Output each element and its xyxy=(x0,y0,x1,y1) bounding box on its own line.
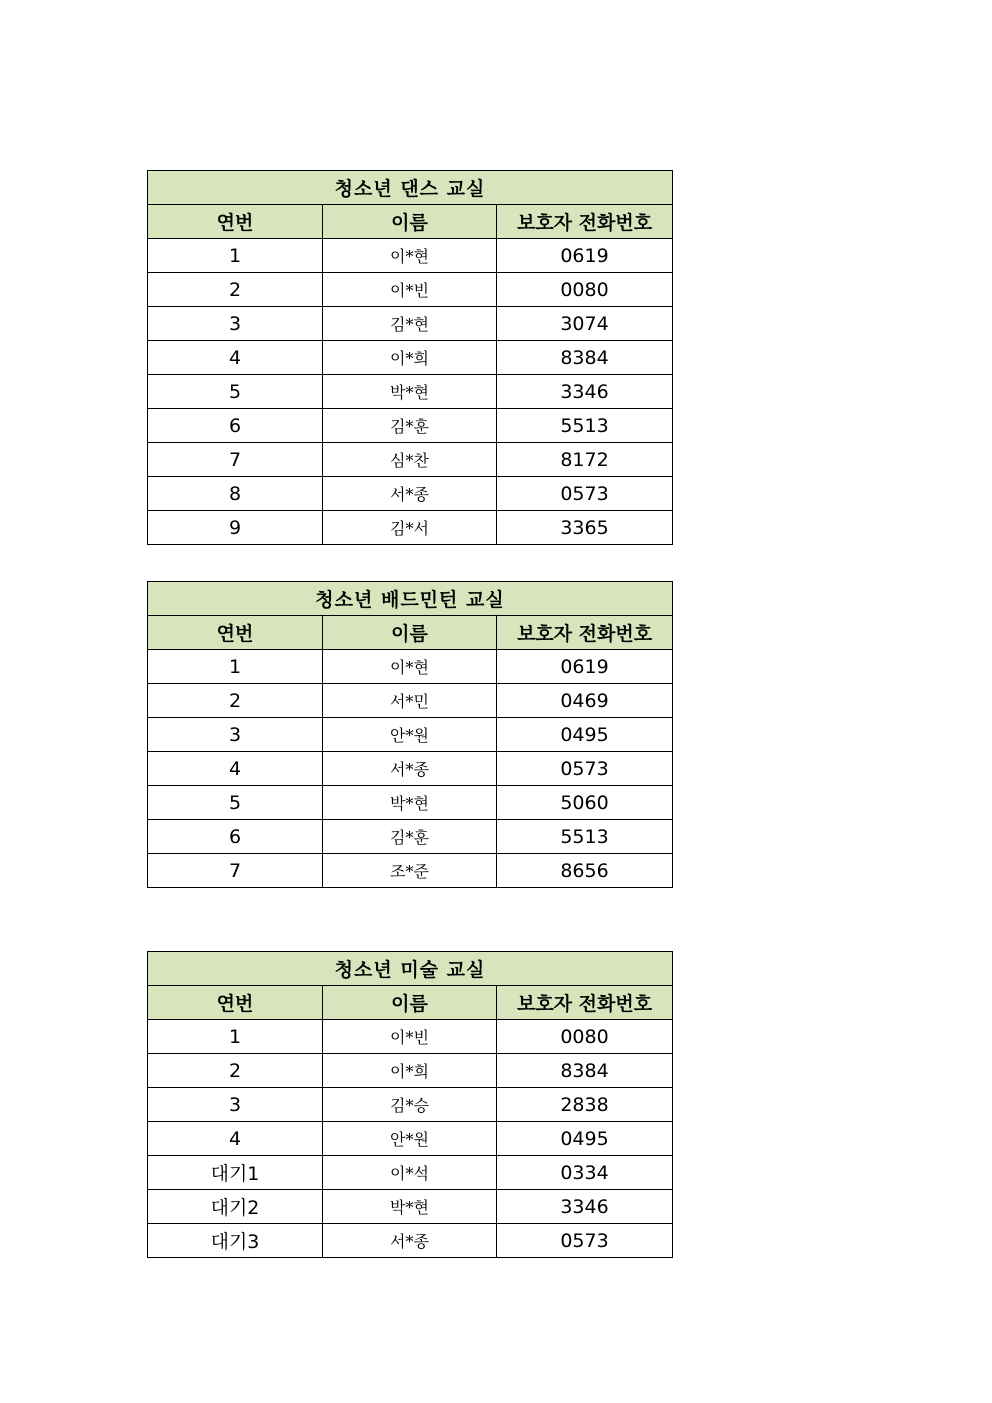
cell-number: 8 xyxy=(148,477,323,511)
cell-phone: 2838 xyxy=(497,1088,673,1122)
cell-number: 6 xyxy=(148,409,323,443)
table-row xyxy=(148,1190,673,1224)
table-row xyxy=(148,854,673,888)
cell-number: 2 xyxy=(148,273,323,307)
badminton-class-table xyxy=(147,581,673,888)
table-row xyxy=(148,273,673,307)
table-row xyxy=(148,650,673,684)
cell-phone: 0619 xyxy=(497,650,673,684)
cell-name: 이*희 xyxy=(323,1054,497,1088)
cell-phone: 3346 xyxy=(497,375,673,409)
cell-name: 서*민 xyxy=(323,684,497,718)
table-body xyxy=(148,582,673,888)
table-title: 청소년 미술 교실 xyxy=(148,952,673,986)
column-header-name: 이름 xyxy=(323,986,497,1020)
table-row xyxy=(148,820,673,854)
cell-name: 이*현 xyxy=(323,239,497,273)
cell-phone: 8384 xyxy=(497,341,673,375)
cell-name: 안*원 xyxy=(323,1122,497,1156)
cell-number: 3 xyxy=(148,307,323,341)
cell-phone: 0573 xyxy=(497,752,673,786)
cell-phone: 0080 xyxy=(497,1020,673,1054)
cell-number: 대기3 xyxy=(148,1224,323,1258)
cell-name: 이*빈 xyxy=(323,1020,497,1054)
table-body xyxy=(148,171,673,545)
cell-phone: 8656 xyxy=(497,854,673,888)
cell-name: 이*희 xyxy=(323,341,497,375)
cell-phone: 3074 xyxy=(497,307,673,341)
cell-phone: 0469 xyxy=(497,684,673,718)
table-row xyxy=(148,1054,673,1088)
column-header-name: 이름 xyxy=(323,205,497,239)
cell-phone: 0495 xyxy=(497,718,673,752)
cell-name: 안*원 xyxy=(323,718,497,752)
cell-number: 대기2 xyxy=(148,1190,323,1224)
cell-phone: 0080 xyxy=(497,273,673,307)
cell-name: 서*종 xyxy=(323,477,497,511)
cell-number: 7 xyxy=(148,854,323,888)
table-row xyxy=(148,752,673,786)
cell-number: 1 xyxy=(148,650,323,684)
table-row xyxy=(148,1088,673,1122)
cell-name: 김*서 xyxy=(323,511,497,545)
cell-number: 9 xyxy=(148,511,323,545)
table-row xyxy=(148,341,673,375)
cell-number: 2 xyxy=(148,684,323,718)
table-row xyxy=(148,307,673,341)
cell-name: 이*빈 xyxy=(323,273,497,307)
column-header-number: 연번 xyxy=(148,986,323,1020)
cell-phone: 3346 xyxy=(497,1190,673,1224)
table-row xyxy=(148,684,673,718)
cell-number: 1 xyxy=(148,239,323,273)
table-body xyxy=(148,952,673,1258)
table-title-row xyxy=(148,952,673,986)
cell-name: 서*종 xyxy=(323,1224,497,1258)
table-row xyxy=(148,1156,673,1190)
table-row xyxy=(148,1020,673,1054)
cell-phone: 5513 xyxy=(497,409,673,443)
cell-phone: 0334 xyxy=(497,1156,673,1190)
cell-name: 심*찬 xyxy=(323,443,497,477)
table-row xyxy=(148,409,673,443)
cell-number: 4 xyxy=(148,341,323,375)
column-header-phone: 보호자 전화번호 xyxy=(497,986,673,1020)
cell-name: 박*현 xyxy=(323,786,497,820)
table-row xyxy=(148,786,673,820)
cell-name: 김*훈 xyxy=(323,409,497,443)
table-header-row xyxy=(148,205,673,239)
cell-phone: 3365 xyxy=(497,511,673,545)
cell-number: 4 xyxy=(148,752,323,786)
dance-class-table xyxy=(147,170,673,545)
cell-phone: 0573 xyxy=(497,477,673,511)
table-header-row xyxy=(148,616,673,650)
cell-number: 5 xyxy=(148,786,323,820)
cell-number: 5 xyxy=(148,375,323,409)
cell-name: 김*승 xyxy=(323,1088,497,1122)
table-row xyxy=(148,1224,673,1258)
table-row xyxy=(148,718,673,752)
art-class-table xyxy=(147,951,673,1258)
table-row xyxy=(148,1122,673,1156)
cell-number: 1 xyxy=(148,1020,323,1054)
cell-phone: 5060 xyxy=(497,786,673,820)
cell-name: 박*현 xyxy=(323,375,497,409)
table-title: 청소년 배드민턴 교실 xyxy=(148,582,673,616)
cell-phone: 0495 xyxy=(497,1122,673,1156)
table-title: 청소년 댄스 교실 xyxy=(148,171,673,205)
cell-number: 대기1 xyxy=(148,1156,323,1190)
table-header-row xyxy=(148,986,673,1020)
cell-phone: 8384 xyxy=(497,1054,673,1088)
cell-name: 서*종 xyxy=(323,752,497,786)
cell-name: 이*석 xyxy=(323,1156,497,1190)
column-header-number: 연번 xyxy=(148,205,323,239)
cell-name: 박*현 xyxy=(323,1190,497,1224)
cell-number: 3 xyxy=(148,718,323,752)
cell-number: 3 xyxy=(148,1088,323,1122)
column-header-number: 연번 xyxy=(148,616,323,650)
column-header-phone: 보호자 전화번호 xyxy=(497,616,673,650)
table-title-row xyxy=(148,582,673,616)
cell-phone: 8172 xyxy=(497,443,673,477)
column-header-name: 이름 xyxy=(323,616,497,650)
table-row xyxy=(148,477,673,511)
cell-name: 김*현 xyxy=(323,307,497,341)
cell-number: 2 xyxy=(148,1054,323,1088)
cell-number: 6 xyxy=(148,820,323,854)
cell-name: 김*훈 xyxy=(323,820,497,854)
cell-name: 이*현 xyxy=(323,650,497,684)
cell-number: 4 xyxy=(148,1122,323,1156)
cell-phone: 0619 xyxy=(497,239,673,273)
table-row xyxy=(148,239,673,273)
cell-phone: 0573 xyxy=(497,1224,673,1258)
table-row xyxy=(148,443,673,477)
table-title-row xyxy=(148,171,673,205)
table-row xyxy=(148,511,673,545)
cell-phone: 5513 xyxy=(497,820,673,854)
table-row xyxy=(148,375,673,409)
cell-number: 7 xyxy=(148,443,323,477)
cell-name: 조*준 xyxy=(323,854,497,888)
column-header-phone: 보호자 전화번호 xyxy=(497,205,673,239)
